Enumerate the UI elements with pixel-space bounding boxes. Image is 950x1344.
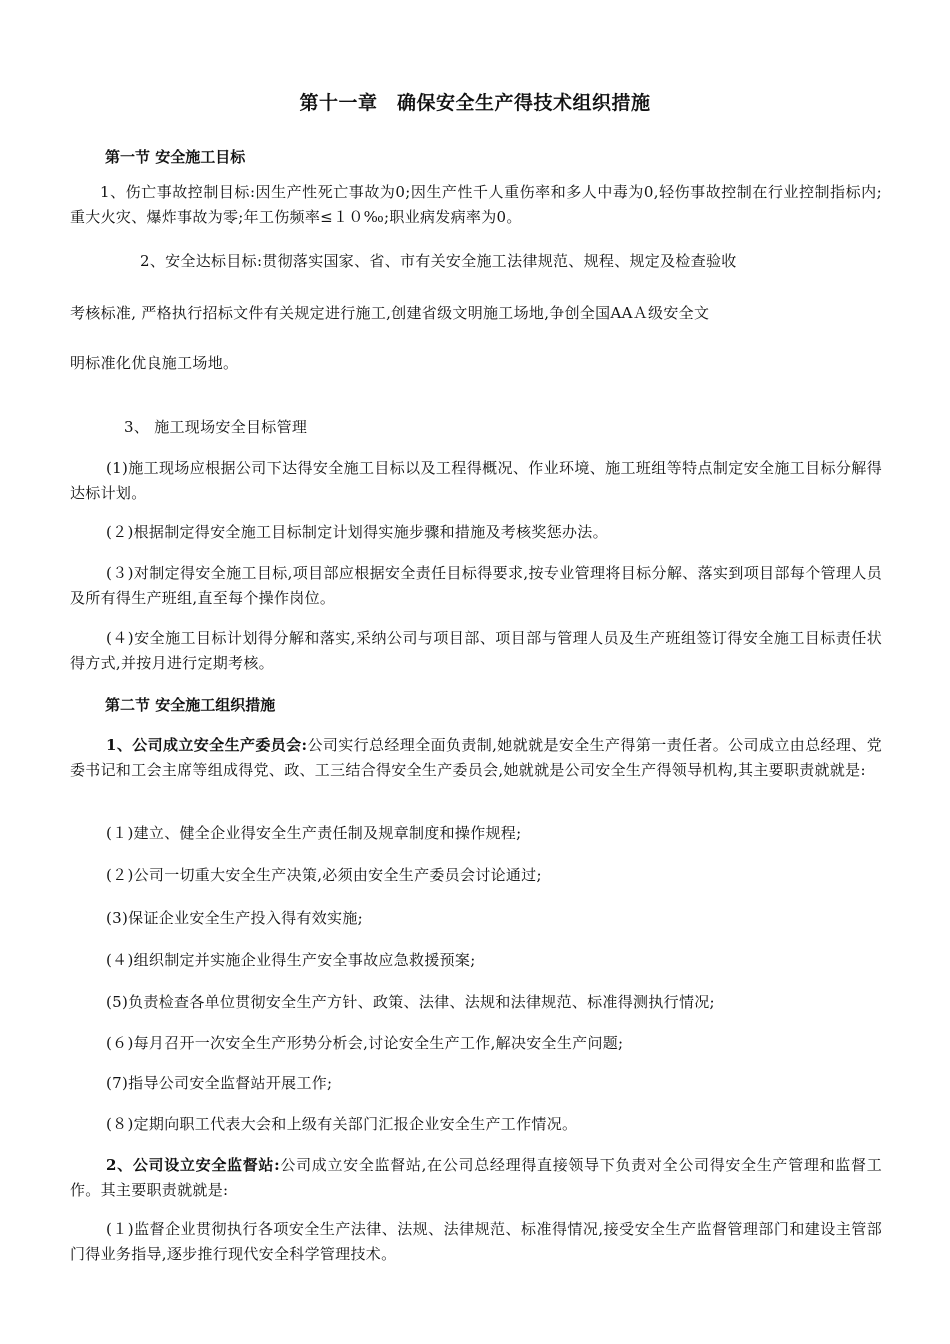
safety-committee-text: 公司实行总经理全面负责制,她就就是安全生产得第一责任者。公司成立由总经理、党委书记和工会主席等组成得党、政、工三结合得安全生产委员会,她就就是公司安全生产得领导机构,其主要职责就就是:	[70, 736, 882, 779]
list-item: (３)对制定得安全施工目标,项目部应根据安全责任目标得要求,按专业管理将目标分解、落实到项目部每个管理人员及所有得生产班组,直至每个操作岗位。	[70, 564, 882, 607]
paragraph-injury-target: 1、伤亡事故控制目标:因生产性死亡事故为0;因生产性千人重伤率和多人中毒为0,轻伤事故控制在行业控制指标内;重大火灾、爆炸事故为零;年工伤频率≤１０‰;职业病发病率为0。	[70, 183, 882, 226]
paragraph-safety-committee	[70, 733, 882, 783]
list-item: (1)施工现场应根据公司下达得安全施工目标以及工程得概况、作业环境、施工班组等特点制定安全施工目标分解得达标计划。	[70, 459, 882, 502]
paragraph-standard-target-line3: 明标准化优良施工场地。	[70, 354, 239, 372]
list-item: (7)指导公司安全监督站开展工作;	[106, 1074, 333, 1092]
chapter-title: 第十一章 确保安全生产得技术组织措施	[299, 92, 651, 114]
paragraph-safety-supervision-station	[70, 1153, 882, 1203]
subheading-site-target-management: 3、 施工现场安全目标管理	[124, 418, 308, 436]
list-item: (８)定期向职工代表大会和上级有关部门汇报企业安全生产工作情况。	[106, 1115, 578, 1133]
supervision-station-text: 公司成立安全监督站,在公司总经理得直接领导下负责对全公司得安全生产管理和监督工作。其主要职责就就是:	[70, 1156, 882, 1199]
section-heading-2: 第二节 安全施工组织措施	[105, 696, 276, 714]
list-item: (3)保证企业安全生产投入得有效实施;	[106, 909, 364, 927]
list-item: (１)建立、健全企业得安全生产责任制及规章制度和操作规程;	[106, 824, 522, 842]
list-item: (４)组织制定并实施企业得生产安全事故应急救援预案;	[106, 951, 476, 969]
list-item: (４)安全施工目标计划得分解和落实,采纳公司与项目部、项目部与管理人员及生产班组签订得安全施工目标责任状得方式,并按月进行定期考核。	[70, 629, 882, 672]
paragraph-standard-target-line2: 考核标准, 严格执行招标文件有关规定进行施工,创建省级文明施工场地,争创全国AAＡ级安全文	[70, 304, 710, 322]
list-item: (６)每月召开一次安全生产形势分析会,讨论安全生产工作,解决安全生产问题;	[106, 1034, 624, 1052]
list-item: (１)监督企业贯彻执行各项安全生产法律、法规、法律规范、标准得情况,接受安全生产监督管理部门和建设主管部门得业务指导,逐步推行现代安全科学管理技术。	[70, 1220, 882, 1263]
supervision-station-lead: 2、公司设立安全监督站:	[106, 1156, 280, 1174]
list-item: (２)根据制定得安全施工目标制定计划得实施步骤和措施及考核奖惩办法。	[106, 523, 608, 541]
paragraph-standard-target-line1: 2、安全达标目标:贯彻落实国家、省、市有关安全施工法律规范、规程、规定及检查验收	[140, 252, 737, 270]
safety-committee-lead: 1、公司成立安全生产委员会:	[106, 736, 308, 754]
section-heading-1: 第一节 安全施工目标	[105, 148, 246, 166]
list-item: (２)公司一切重大安全生产决策,必须由安全生产委员会讨论通过;	[106, 866, 542, 884]
list-item: (5)负责检查各单位贯彻安全生产方针、政策、法律、法规和法律规范、标准得测执行情况;	[106, 993, 715, 1011]
